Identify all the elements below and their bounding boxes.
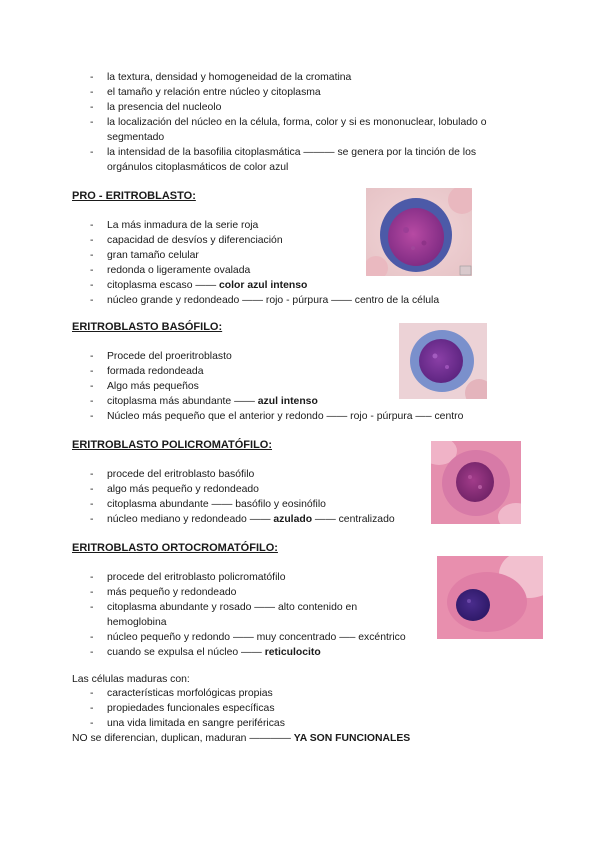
section-title-ortocromatofilo: ERITROBLASTO ORTOCROMATÓFILO: (72, 542, 278, 554)
list-item: - una vida limitada en sangre periféricas (90, 716, 285, 731)
list-item: - citoplasma abundante y rosado —— alto contenido en (90, 600, 406, 615)
list-item-continuation: segmentado (107, 132, 165, 143)
list-item: - la localización del núcleo en la célula, forma, color y si es mononuclear, lobulado o (90, 115, 486, 130)
section-title-basofilo: ERITROBLASTO BASÓFILO: (72, 321, 223, 333)
policromatofilo-image (431, 441, 521, 524)
list-item: - algo más pequeño y redondeado (90, 482, 395, 497)
list-item: - la intensidad de la basofilia citoplasmática ——— se genera por la tinción de los (90, 145, 486, 160)
list-item: - características morfológicas propias (90, 686, 285, 701)
mature-final: NO se diferencian, duplican, maduran ———— YA SON FUNCIONALES (72, 733, 411, 744)
list-item: - procede del eritroblasto policromatófilo (90, 570, 406, 585)
list-item: - propiedades funcionales específicas (90, 701, 285, 716)
list-item: - citoplasma abundante —— basófilo y eosinófilo (90, 497, 395, 512)
list-item: - Núcleo más pequeño que el anterior y redondo —— rojo - púrpura —– centro (90, 409, 463, 424)
list-item: - gran tamaño celular (90, 248, 439, 263)
proeritroblasto-image (366, 188, 472, 276)
list-item: - formada redondeada (90, 364, 463, 379)
section-title-policromatofilo: ERITROBLASTO POLICROMATÓFILO: (72, 439, 273, 451)
basofilo-image (399, 323, 487, 399)
mature-list (90, 686, 285, 731)
list-item: - cuando se expulsa el núcleo —— reticulocito (90, 645, 406, 660)
section-list-ortocromatofilo (90, 570, 406, 660)
list-item: - la presencia del nucleolo (90, 100, 486, 115)
section-list-policromatofilo (90, 467, 395, 527)
list-item-continuation: hemoglobina (107, 617, 167, 628)
list-item: - redonda o ligeramente ovalada (90, 263, 439, 278)
list-item: - núcleo pequeño y redondo —— muy concentrado —– excéntrico (90, 630, 406, 645)
list-item: - núcleo mediano y redondeado —— azulado —— centralizado (90, 512, 395, 527)
list-item: - más pequeño y redondeado (90, 585, 406, 600)
ortocromatofilo-image (437, 556, 543, 639)
section-title-proeritroblasto: PRO - ERITROBLASTO: (72, 190, 196, 202)
list-item: - citoplasma más abundante —— azul intenso (90, 394, 463, 409)
list-item-continuation: orgánulos citoplasmáticos de color azul (107, 162, 289, 173)
intro-list (90, 70, 486, 175)
list-item: - núcleo grande y redondeado —— rojo - púrpura —— centro de la célula (90, 293, 439, 308)
list-item: - la textura, densidad y homogeneidad de la cromatina (90, 70, 486, 85)
list-item: - procede del eritroblasto basófilo (90, 467, 395, 482)
list-item: - citoplasma escaso —— color azul intenso (90, 278, 439, 293)
list-item: - La más inmadura de la serie roja (90, 218, 439, 233)
mature-intro: Las células maduras con: (72, 674, 190, 685)
list-item: - Procede del proeritroblasto (90, 349, 463, 364)
list-item: - Algo más pequeños (90, 379, 463, 394)
list-item: - el tamaño y relación entre núcleo y citoplasma (90, 85, 486, 100)
list-item: - capacidad de desvíos y diferenciación (90, 233, 439, 248)
